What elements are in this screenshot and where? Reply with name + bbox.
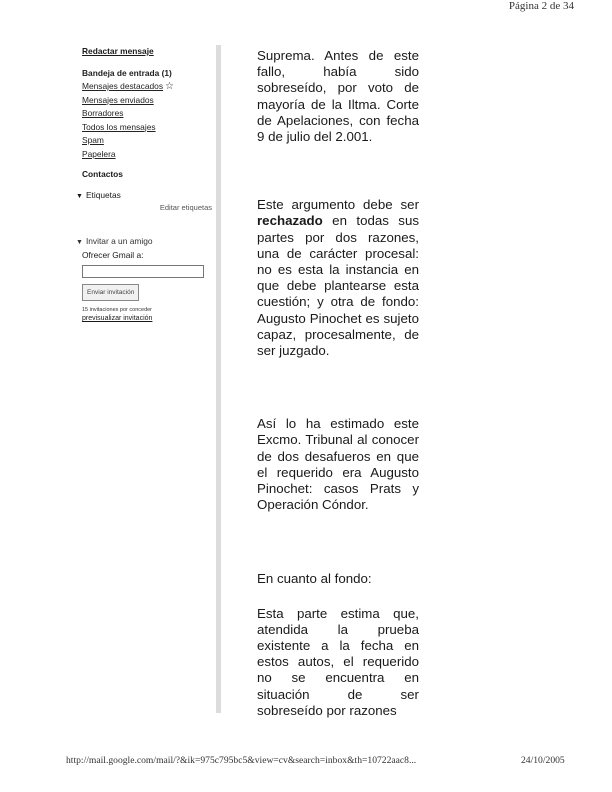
sidebar-item-all-mail[interactable]: Todos los mensajes — [82, 121, 156, 132]
paragraph-4: En cuanto al fondo: — [257, 571, 372, 587]
sidebar-item-trash[interactable]: Papelera — [82, 148, 116, 159]
paragraph-2: Este argumento debe ser rechazado en todas sus partes por dos razones, una de carácter procesal: no es esta la instancia en que debe plantearse esta cuestión; y otra de fondo: Augusto Pinochet es sujeto capaz, procesalmente, de ser juzgado. — [257, 197, 419, 359]
sidebar-item-sent[interactable]: Mensajes enviados — [82, 94, 154, 105]
triangle-down-icon: ▼ — [76, 192, 83, 200]
edit-labels-link[interactable]: Editar etiquetas — [159, 203, 212, 212]
labels-title: Etiquetas — [85, 189, 121, 200]
paragraph-1: Suprema. Antes de este fallo, había sido sobreseído, por voto de mayoría de la Iltma. Corte de Apelaciones, con fecha 9 de julio del 2.001. — [257, 48, 419, 145]
paragraph-5: Esta parte estima que, atendida la prueba existente a la fecha en estos autos, el requerido no se encuentra en situación de ser sobreseído por razones — [257, 605, 419, 718]
contacts-link[interactable]: Contactos — [82, 169, 123, 179]
message-body — [257, 48, 419, 719]
invite-count: 15 invitaciones por conceder — [82, 307, 153, 313]
paragraph-3: Así lo ha estimado este Excmo. Tribunal al conocer de dos desafueros en que el requerido era Augusto Pinochet: casos Prats y Operación Cóndor. — [257, 416, 419, 513]
invite-header[interactable] — [76, 235, 212, 250]
compose-link[interactable]: Redactar mensaje — [82, 46, 154, 56]
footer-date: 24/10/2005 — [521, 755, 565, 766]
invite-email-input[interactable] — [82, 265, 204, 278]
sidebar-item-starred-row — [82, 80, 212, 94]
triangle-down-icon: ▼ — [76, 238, 83, 246]
sidebar-item-spam[interactable]: Spam — [82, 135, 104, 145]
preview-invite-link[interactable]: previsualizar invitación — [82, 315, 153, 322]
sidebar-item-inbox[interactable]: Bandeja de entrada (1) — [82, 67, 172, 78]
star-outline-icon: ☆ — [165, 81, 174, 92]
page-number: Página 2 de 34 — [508, 0, 574, 12]
gmail-sidebar — [76, 45, 212, 323]
invite-title: Invitar a un amigo — [85, 235, 153, 246]
sidebar-item-starred[interactable]: Mensajes destacados — [82, 81, 164, 91]
print-footer — [66, 755, 565, 766]
send-invite-button[interactable]: Enviar invitación — [82, 284, 139, 302]
emphasis-rejected: rechazado — [257, 213, 323, 229]
invite-prompt: Ofrecer Gmail a: — [82, 250, 144, 260]
sidebar-item-drafts[interactable]: Borradores — [82, 108, 124, 118]
column-divider — [216, 45, 221, 713]
footer-url: http://mail.google.com/mail/?&ik=975c795bc5&view=cv&search=inbox&th=10722aac8... — [66, 755, 417, 766]
